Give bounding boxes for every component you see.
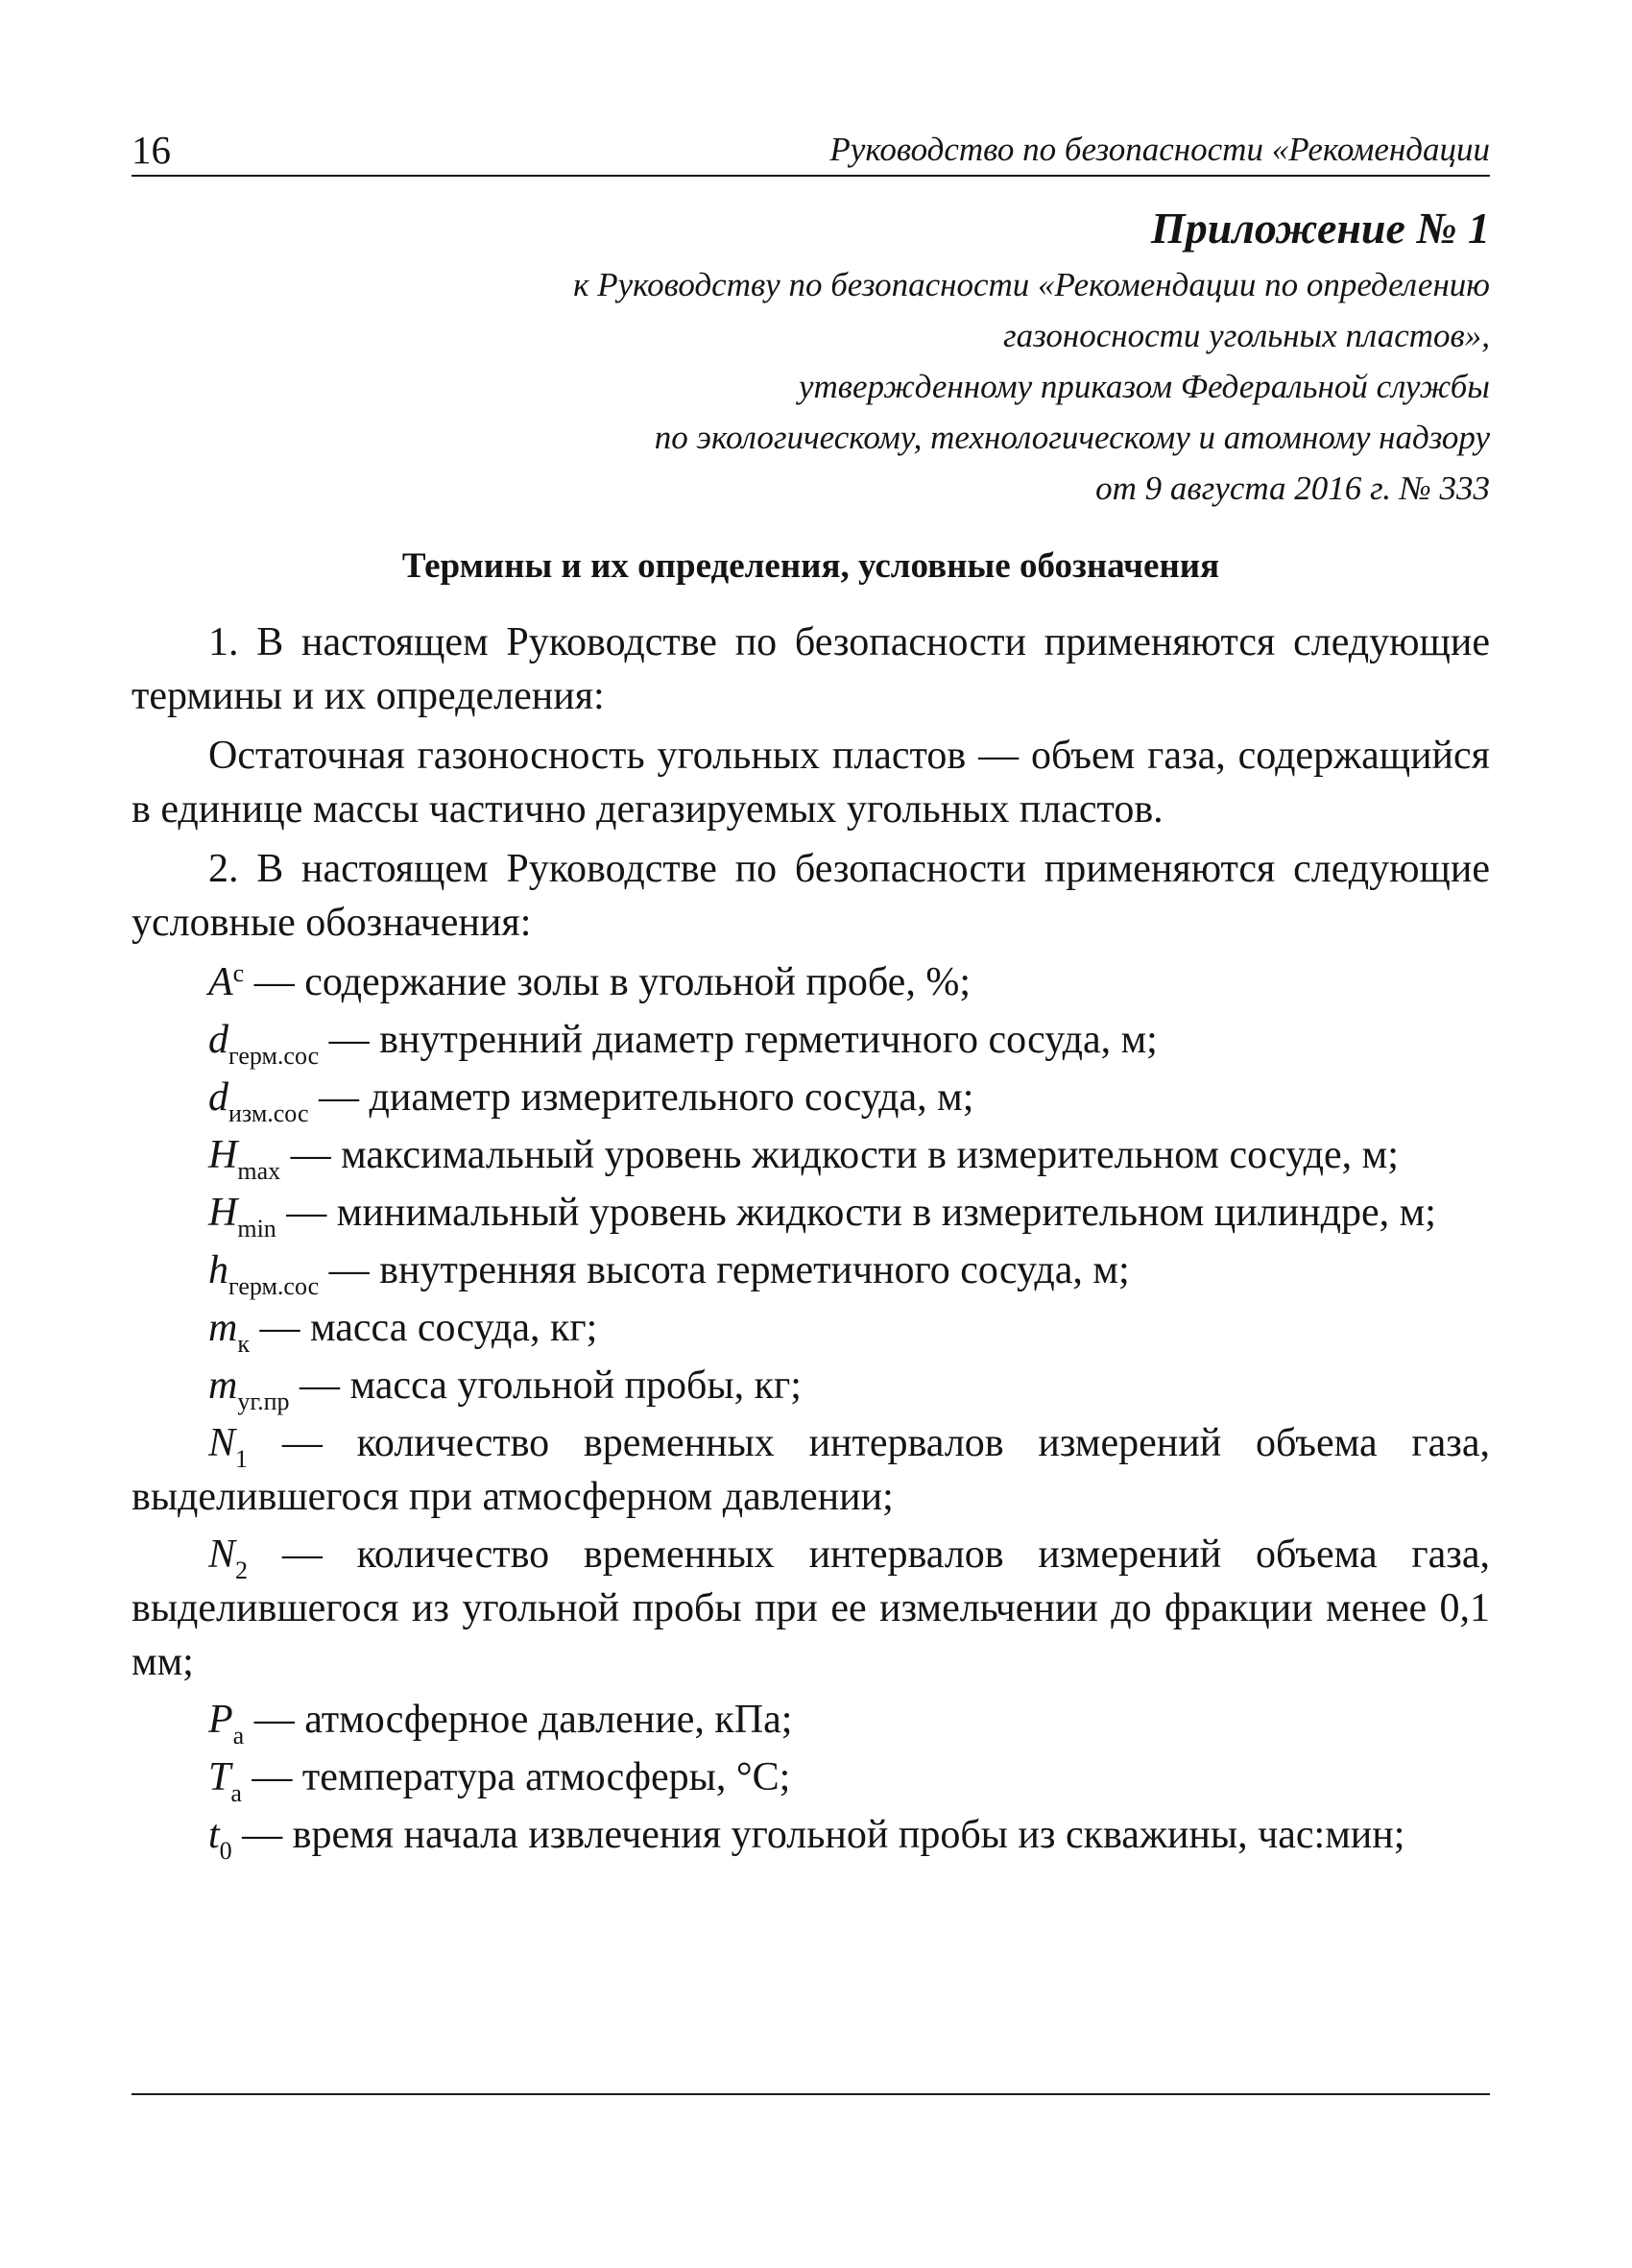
symbol-letter: N — [208, 1421, 236, 1465]
symbol-list — [132, 955, 1490, 1865]
symbol-definition: — масса сосуда, кг; — [249, 1306, 598, 1350]
symbol-subscript: а — [232, 1722, 245, 1749]
paragraph-definition: Остаточная газоносность угольных пластов — объем газа, содержащийся в единице массы частично дегазируемых угольных пластов. — [132, 734, 1490, 832]
symbol-letter: T — [208, 1755, 231, 1799]
paragraph-symbols-intro: 2. В настоящем Руководстве по безопасности применяются следующие условные обозначения: — [132, 847, 1490, 945]
symbol-item — [132, 1301, 1490, 1358]
symbol-definition: — температура атмосферы, °С; — [241, 1755, 791, 1799]
running-title: Руководство по безопасности «Рекомендации — [829, 131, 1490, 168]
symbol-item — [132, 1528, 1490, 1689]
symbol-subscript: а — [230, 1779, 242, 1807]
symbol-item — [132, 1693, 1490, 1747]
symbol-letter: d — [208, 1075, 228, 1120]
symbol-item — [132, 1128, 1490, 1185]
symbol-letter: H — [208, 1191, 238, 1235]
document-body — [132, 615, 1490, 1866]
symbol-definition: — внутренняя высота герметичного сосуда, м; — [319, 1248, 1130, 1292]
symbol-letter: h — [208, 1248, 228, 1292]
section-heading: Термины и их определения, условные обозначения — [401, 546, 1220, 586]
symbol-letter: H — [208, 1133, 238, 1177]
paragraph-terms-intro: 1. В настоящем Руководстве по безопасности применяются следующие термины и их определения: — [132, 620, 1490, 718]
symbol-definition: — масса угольной пробы, кг; — [289, 1363, 802, 1408]
symbol-item — [132, 1808, 1490, 1865]
symbol-definition: — атмосферное давление, кПа; — [244, 1698, 793, 1742]
symbol-subscript: герм.сос — [228, 1272, 320, 1300]
symbol-item — [132, 1750, 1490, 1807]
symbol-definition: — диаметр измерительного сосуда, м; — [308, 1075, 974, 1120]
appendix-line: от 9 августа 2016 г. № 333 — [1095, 470, 1490, 507]
appendix-line: к Руководству по безопасности «Рекомендации по определению — [573, 266, 1490, 303]
symbol-subscript: max — [237, 1157, 281, 1185]
symbol-letter: t — [208, 1813, 220, 1857]
symbol-subscript: герм.сос — [228, 1042, 320, 1070]
symbol-item — [132, 955, 1490, 1009]
symbol-item — [132, 1186, 1490, 1243]
symbol-definition: — максимальный уровень жидкости в измерительном сосуде, м; — [280, 1133, 1399, 1177]
symbol-definition: — количество временных интервалов измерений объема газа, выделившегося из угольной пробы при ее измельчении до фракции менее 0,1 мм; — [132, 1532, 1490, 1684]
symbol-item — [132, 1416, 1490, 1524]
symbol-definition: — минимальный уровень жидкости в измерительном цилиндре, м; — [276, 1191, 1436, 1235]
appendix-line: газоносности угольных пластов», — [1003, 317, 1490, 354]
symbol-letter: A — [208, 960, 233, 1004]
symbol-subscript: 0 — [219, 1837, 232, 1865]
symbol-subscript: уг.пр — [237, 1387, 290, 1415]
symbol-letter: m — [208, 1306, 238, 1350]
footer-divider — [132, 2093, 1490, 2095]
symbol-letter: d — [208, 1018, 228, 1062]
symbol-item — [132, 1013, 1490, 1070]
page-number: 16 — [132, 128, 171, 172]
appendix-line: по экологическому, технологическому и атомному надзору — [654, 419, 1490, 456]
symbol-letter: N — [208, 1532, 236, 1577]
header-divider — [132, 175, 1490, 177]
symbol-definition: — содержание золы в угольной пробе, %; — [244, 960, 971, 1004]
symbol-letter: m — [208, 1363, 238, 1408]
symbol-item — [132, 1359, 1490, 1415]
appendix-title: Приложение № 1 — [1150, 204, 1490, 253]
symbol-subscript: к — [237, 1330, 250, 1358]
symbol-subscript: min — [237, 1215, 276, 1243]
symbol-subscript: изм.сос — [228, 1099, 309, 1127]
symbol-letter: P — [208, 1698, 233, 1742]
symbol-subscript: 1 — [235, 1445, 249, 1473]
symbol-definition: — внутренний диаметр герметичного сосуда, м; — [319, 1018, 1158, 1062]
symbol-superscript: c — [232, 959, 245, 987]
appendix-line: утвержденному приказом Федеральной службы — [798, 368, 1490, 405]
symbol-definition: — количество временных интервалов измерений объема газа, выделившегося при атмосферном давлении; — [132, 1421, 1490, 1519]
symbol-item — [132, 1071, 1490, 1127]
appendix-block — [242, 198, 1490, 514]
symbol-subscript: 2 — [235, 1556, 249, 1584]
symbol-definition: — время начала извлечения угольной пробы из скважины, час:мин; — [231, 1813, 1405, 1857]
symbol-item — [132, 1243, 1490, 1300]
page-header — [132, 121, 1490, 179]
